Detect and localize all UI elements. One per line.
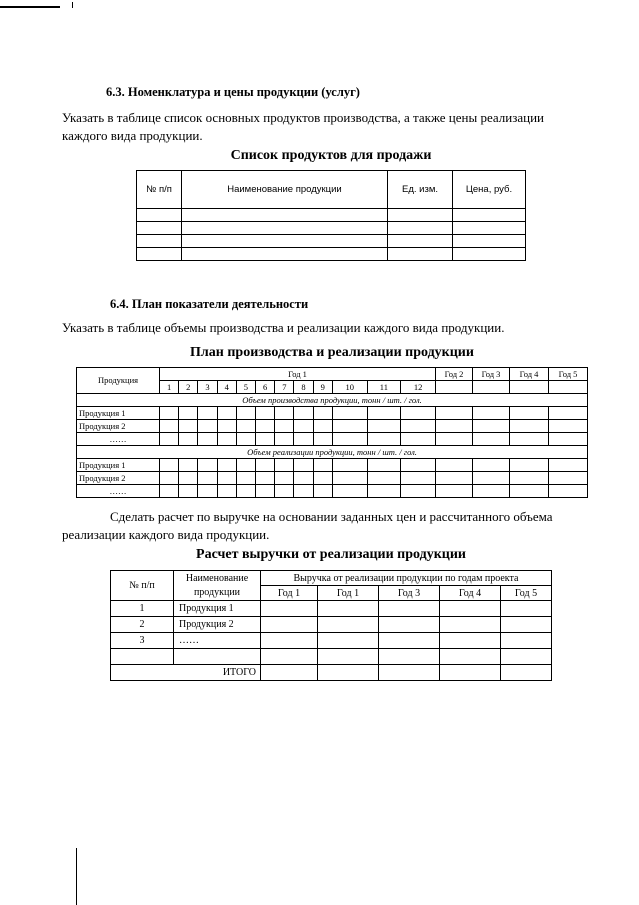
table-cell	[256, 420, 275, 433]
row-number: 3	[111, 633, 174, 649]
col-header-month: 8	[294, 381, 313, 394]
table-cell	[473, 420, 510, 433]
table-cell	[179, 472, 198, 485]
table-cell	[236, 459, 255, 472]
table-cell	[294, 420, 313, 433]
table-cell	[510, 485, 549, 498]
table-cell	[275, 433, 294, 446]
row-number	[111, 649, 174, 665]
table-cell	[401, 420, 436, 433]
table-cell	[473, 485, 510, 498]
table-row	[77, 407, 588, 420]
col-header-year-1: Год 1	[160, 368, 436, 381]
margin-rule	[76, 848, 77, 905]
table-cell	[236, 472, 255, 485]
table-cell	[179, 407, 198, 420]
table-cell	[388, 222, 453, 235]
table-cell	[217, 420, 236, 433]
table-cell	[501, 633, 552, 649]
table-cell	[510, 472, 549, 485]
table-cell	[137, 235, 182, 248]
row-label: Продукция 1	[77, 459, 160, 472]
table-cell	[367, 407, 401, 420]
col-header-year: Год 3	[379, 586, 440, 601]
table-cell	[313, 459, 332, 472]
table-cell	[261, 649, 318, 665]
table-cell	[256, 407, 275, 420]
col-header-num: № п/п	[111, 571, 174, 601]
section-6-3-heading: 6.3. Номенклатура и цены продукции (услуг)	[106, 85, 360, 99]
table-cell	[236, 485, 255, 498]
table-cell	[401, 472, 436, 485]
table-cell	[182, 209, 388, 222]
plan-section-sales	[77, 446, 588, 459]
table-cell	[367, 420, 401, 433]
table-cell	[275, 459, 294, 472]
table-cell	[510, 381, 549, 394]
table-cell	[275, 407, 294, 420]
col-header-month: 4	[217, 381, 236, 394]
table-cell	[160, 407, 179, 420]
table-cell	[294, 459, 313, 472]
table-cell	[313, 420, 332, 433]
table-cell	[440, 649, 501, 665]
col-header-year: Год 4	[440, 586, 501, 601]
table-cell	[313, 485, 332, 498]
table-cell	[367, 459, 401, 472]
table-row	[137, 209, 526, 222]
col-header-num: № п/п	[137, 171, 182, 209]
table-cell	[137, 209, 182, 222]
revenue-paragraph: Сделать расчет по выручке на основании заданных цен и рассчитанного объема реализации каждого вида продукции.	[62, 509, 553, 542]
production-plan-table	[76, 367, 588, 498]
table-row	[77, 433, 588, 446]
table-row	[77, 472, 588, 485]
table-cell	[436, 485, 473, 498]
table-cell	[473, 459, 510, 472]
section-label-production: Объем производства продукции, тонн / шт. / гол.	[77, 394, 588, 407]
total-row	[111, 665, 552, 681]
table-cell	[261, 617, 318, 633]
table-cell	[318, 617, 379, 633]
table-cell	[137, 222, 182, 235]
table-cell	[261, 665, 318, 681]
products-table-title: Список продуктов для продажи	[230, 148, 432, 163]
table-cell	[137, 248, 182, 261]
table-cell	[217, 485, 236, 498]
table-cell	[388, 248, 453, 261]
revenue-header-row-2	[111, 586, 552, 601]
row-product-name	[174, 649, 261, 665]
table-cell	[379, 649, 440, 665]
table-cell	[388, 235, 453, 248]
table-cell	[236, 420, 255, 433]
table-cell	[198, 459, 217, 472]
table-cell	[318, 601, 379, 617]
table-cell	[217, 433, 236, 446]
table-cell	[367, 433, 401, 446]
col-header-month: 7	[275, 381, 294, 394]
table-cell	[549, 485, 588, 498]
table-cell	[453, 248, 526, 261]
section-6-4-heading: 6.4. План показатели деятельности	[110, 297, 309, 311]
revenue-header-row-1	[111, 571, 552, 586]
table-cell	[379, 633, 440, 649]
table-cell	[179, 459, 198, 472]
table-cell	[275, 485, 294, 498]
table-cell	[313, 433, 332, 446]
table-cell	[182, 235, 388, 248]
table-cell	[318, 665, 379, 681]
table-cell	[401, 407, 436, 420]
table-cell	[261, 633, 318, 649]
table-cell	[510, 433, 549, 446]
col-header-revenue-group: Выручка от реализации продукции по годам проекта	[261, 571, 552, 586]
table-cell	[332, 433, 367, 446]
table-cell	[332, 472, 367, 485]
table-cell	[549, 472, 588, 485]
col-header-name: Наименование продукции	[182, 171, 388, 209]
table-cell	[294, 407, 313, 420]
table-header-row	[137, 171, 526, 209]
col-header-month: 1	[160, 381, 179, 394]
col-header-year-5: Год 5	[549, 368, 588, 381]
col-header-name-line-2: продукции	[174, 586, 261, 601]
col-header-year: Год 5	[501, 586, 552, 601]
table-cell	[332, 407, 367, 420]
row-label: ……	[77, 485, 160, 498]
col-header-unit: Ед. изм.	[388, 171, 453, 209]
table-cell	[275, 472, 294, 485]
table-cell	[436, 407, 473, 420]
table-cell	[160, 433, 179, 446]
table-cell	[473, 407, 510, 420]
production-plan-title: План производства и реализации продукции	[190, 345, 474, 360]
col-header-month: 3	[198, 381, 217, 394]
table-row	[77, 459, 588, 472]
table-cell	[440, 617, 501, 633]
table-cell	[549, 420, 588, 433]
col-header-year-4: Год 4	[510, 368, 549, 381]
table-cell	[436, 472, 473, 485]
table-row	[77, 485, 588, 498]
table-row	[111, 601, 552, 617]
table-cell	[401, 485, 436, 498]
table-row	[137, 248, 526, 261]
table-cell	[179, 485, 198, 498]
row-number: 1	[111, 601, 174, 617]
table-cell	[160, 485, 179, 498]
table-cell	[217, 459, 236, 472]
table-cell	[379, 601, 440, 617]
col-header-year: Год 1	[261, 586, 318, 601]
table-cell	[332, 420, 367, 433]
table-cell	[294, 433, 313, 446]
table-cell	[436, 381, 473, 394]
table-cell	[401, 433, 436, 446]
table-cell	[294, 472, 313, 485]
table-cell	[401, 459, 436, 472]
table-cell	[453, 235, 526, 248]
table-cell	[217, 472, 236, 485]
table-row	[111, 633, 552, 649]
table-cell	[198, 420, 217, 433]
col-header-month: 11	[367, 381, 401, 394]
row-product-name: Продукция 2	[174, 617, 261, 633]
table-cell	[510, 459, 549, 472]
revenue-table-title: Расчет выручки от реализации продукции	[196, 547, 466, 562]
col-header-month: 2	[179, 381, 198, 394]
table-cell	[318, 649, 379, 665]
table-cell	[256, 459, 275, 472]
table-cell	[294, 485, 313, 498]
col-header-month: 10	[332, 381, 367, 394]
table-cell	[236, 407, 255, 420]
table-row	[111, 649, 552, 665]
table-cell	[179, 433, 198, 446]
table-cell	[198, 485, 217, 498]
plan-header-row-1	[77, 368, 588, 381]
table-cell	[313, 407, 332, 420]
table-cell	[436, 433, 473, 446]
table-cell	[182, 222, 388, 235]
total-label: ИТОГО	[111, 665, 261, 681]
section-label-sales: Объем реализации продукции, тонн / шт. / гол.	[77, 446, 588, 459]
table-row	[137, 235, 526, 248]
table-cell	[549, 433, 588, 446]
table-cell	[198, 407, 217, 420]
table-cell	[160, 459, 179, 472]
row-product-name: ……	[174, 633, 261, 649]
table-cell	[332, 459, 367, 472]
col-header-year: Год 1	[318, 586, 379, 601]
table-row	[77, 420, 588, 433]
table-cell	[313, 472, 332, 485]
row-label: Продукция 1	[77, 407, 160, 420]
scan-mark-tick	[72, 2, 73, 8]
col-header-month: 6	[256, 381, 275, 394]
table-cell	[256, 472, 275, 485]
table-cell	[388, 209, 453, 222]
col-header-name-line-1: Наименование	[174, 571, 261, 586]
row-label: ……	[77, 433, 160, 446]
table-cell	[453, 209, 526, 222]
table-cell	[436, 459, 473, 472]
section-6-4-paragraph: Указать в таблице объемы производства и реализации каждого вида продукции.	[62, 320, 505, 335]
section-6-3-paragraph: Указать в таблице список основных продуктов производства, а также цены реализации каждого вида продукции.	[62, 110, 544, 143]
table-cell	[501, 649, 552, 665]
table-cell	[160, 420, 179, 433]
table-cell	[256, 433, 275, 446]
table-cell	[198, 472, 217, 485]
table-cell	[256, 485, 275, 498]
col-header-month: 9	[313, 381, 332, 394]
col-header-year-3: Год 3	[473, 368, 510, 381]
table-cell	[367, 485, 401, 498]
table-cell	[367, 472, 401, 485]
col-header-year-2: Год 2	[436, 368, 473, 381]
row-number: 2	[111, 617, 174, 633]
table-cell	[275, 420, 294, 433]
row-label: Продукция 2	[77, 420, 160, 433]
table-cell	[549, 407, 588, 420]
table-cell	[501, 665, 552, 681]
table-cell	[236, 433, 255, 446]
table-cell	[440, 601, 501, 617]
table-cell	[510, 420, 549, 433]
table-cell	[473, 433, 510, 446]
scan-mark-top	[0, 6, 60, 8]
table-cell	[473, 381, 510, 394]
table-row	[137, 222, 526, 235]
table-cell	[160, 472, 179, 485]
table-cell	[379, 665, 440, 681]
table-cell	[217, 407, 236, 420]
table-cell	[549, 459, 588, 472]
table-cell	[473, 472, 510, 485]
table-row	[111, 617, 552, 633]
row-product-name: Продукция 1	[174, 601, 261, 617]
revenue-table	[110, 570, 552, 681]
col-header-product: Продукция	[77, 368, 160, 394]
row-label: Продукция 2	[77, 472, 160, 485]
table-cell	[198, 433, 217, 446]
table-cell	[436, 420, 473, 433]
table-cell	[179, 420, 198, 433]
col-header-month: 12	[401, 381, 436, 394]
table-cell	[332, 485, 367, 498]
table-cell	[318, 633, 379, 649]
table-cell	[440, 665, 501, 681]
table-cell	[501, 601, 552, 617]
table-cell	[501, 617, 552, 633]
table-cell	[549, 381, 588, 394]
table-cell	[453, 222, 526, 235]
col-header-month: 5	[236, 381, 255, 394]
table-cell	[261, 601, 318, 617]
products-table	[136, 170, 526, 261]
col-header-price: Цена, руб.	[453, 171, 526, 209]
table-cell	[182, 248, 388, 261]
table-cell	[379, 617, 440, 633]
table-cell	[510, 407, 549, 420]
plan-section-production	[77, 394, 588, 407]
table-cell	[440, 633, 501, 649]
